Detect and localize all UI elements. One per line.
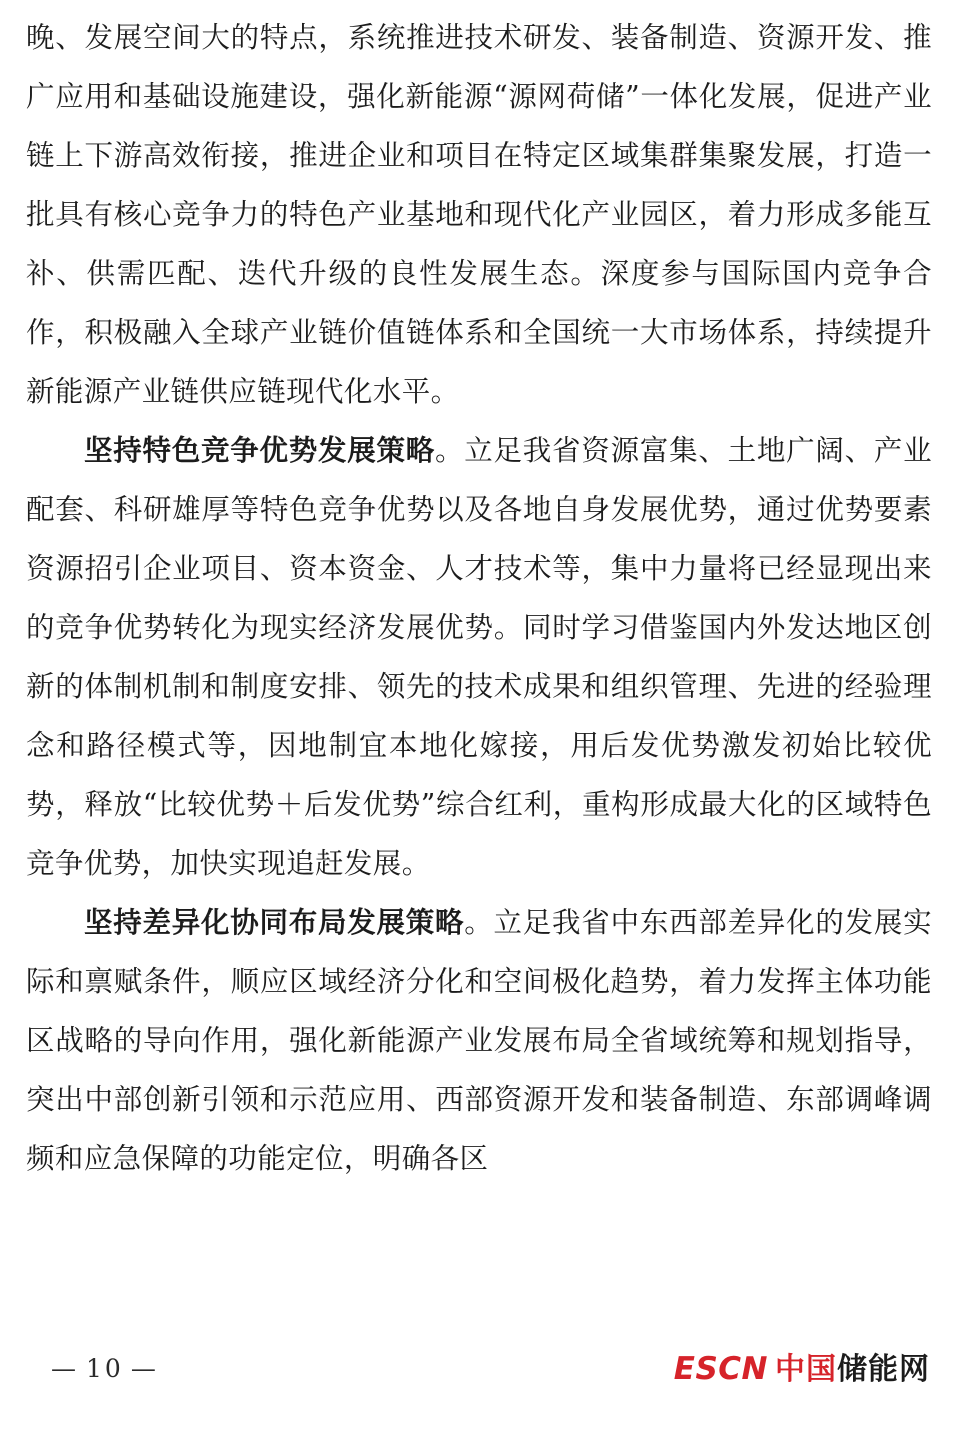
paragraph-1 bbox=[26, 8, 932, 421]
brand-chinese-red: 中国 bbox=[775, 1351, 837, 1387]
brand-chinese-dark: 储能网 bbox=[837, 1351, 930, 1387]
page-body bbox=[26, 8, 932, 1188]
page-number-value: 10 bbox=[86, 1354, 124, 1383]
page-number bbox=[44, 1354, 166, 1383]
paragraph-3 bbox=[26, 893, 932, 1188]
paragraph-3-lead: 坚持差异化协同布局发展策略 bbox=[84, 905, 465, 939]
paragraph-1-text: 晚、发展空间大的特点，系统推进技术研发、装备制造、资源开发、推广应用和基础设施建设，强化新能源“源网荷储”一体化发展，促进产业链上下游高效衔接，推进企业和项目在特定区域集群集聚发展，打造一批具有核心竞争力的特色产业基地和现代化产业园区，着力形成多能互补、供需匹配、迭代升级的良性发展生态。深度参与国际国内竞争合作，积极融入全球产业链价值链体系和全国统一大市场体系，持续提升新能源产业链供应链现代化水平。 bbox=[26, 21, 932, 408]
watermark-logo bbox=[673, 1351, 930, 1387]
brand-latin-text: ESCN bbox=[673, 1351, 768, 1387]
paragraph-2 bbox=[26, 421, 932, 893]
paragraph-3-text: 。立足我省中东西部差异化的发展实际和禀赋条件，顺应区域经济分化和空间极化趋势，着力发挥主体功能区战略的导向作用，强化新能源产业发展布局全省域统筹和规划指导，突出中部创新引领和示范应用、西部资源开发和装备制造、东部调峰调频和应急保障的功能定位，明确各区 bbox=[26, 906, 932, 1175]
paragraph-2-lead: 坚持特色竞争优势发展策略 bbox=[84, 433, 436, 467]
paragraph-2-text: 。立足我省资源富集、土地广阔、产业配套、科研雄厚等特色竞争优势以及各地自身发展优势，通过优势要素资源招引企业项目、资本资金、人才技术等，集中力量将已经显现出来的竞争优势转化为现实经济发展优势。同时学习借鉴国内外发达地区创新的体制机制和制度安排、领先的技术成果和组织管理、先进的经验理念和路径模式等，因地制宜本地化嫁接，用后发优势激发初始比较优势，释放“比较优势＋后发优势”综合红利，重构形成最大化的区域特色竞争优势，加快实现追赶发展。 bbox=[26, 434, 932, 880]
page-footer bbox=[0, 1347, 958, 1407]
page-number-dash-left: — bbox=[51, 1354, 79, 1383]
page-number-dash-right: — bbox=[130, 1354, 159, 1383]
brand-chinese-text bbox=[775, 1351, 930, 1387]
